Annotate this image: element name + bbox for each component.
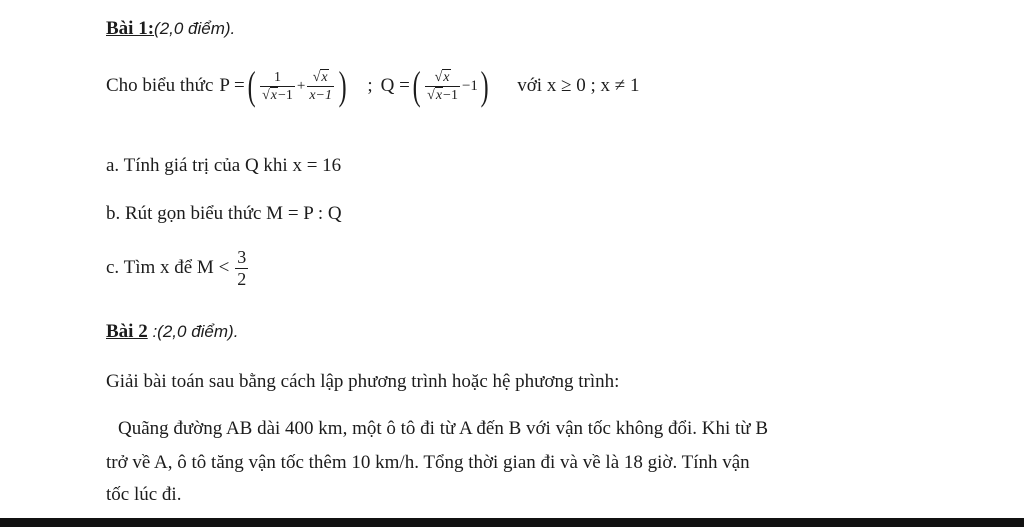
bai2-points: :(2,0 điểm). — [152, 322, 239, 341]
bottom-border — [0, 518, 1024, 527]
part-c-text: c. Tìm x để M < — [106, 257, 230, 278]
bai1-title: Bài 1: — [106, 18, 155, 39]
separator: ; — [367, 75, 373, 96]
part-c — [106, 248, 250, 288]
expression-line — [106, 63, 640, 108]
bai2-problem-line-3: tốc lúc đi. — [106, 484, 182, 505]
condition: với x ≥ 0 ; x ≠ 1 — [517, 75, 640, 96]
bai1-heading — [106, 18, 235, 40]
bai2-heading — [106, 321, 238, 343]
bai2-title: Bài 2 — [106, 321, 148, 342]
q-fraction: √ x √ x −1 — [427, 69, 458, 103]
bai2-problem-line-1: Quãng đường AB dài 400 km, một ô tô đi từ A đến B với vận tốc không đổi. Khi từ B — [118, 418, 769, 439]
p-fraction-2: √ x x−1 — [309, 69, 333, 103]
part-a: a. Tính giá trị của Q khi x = 16 — [106, 155, 342, 176]
intro-text: Cho biểu thức — [106, 75, 214, 96]
q-expression: ( √ x √ x −1 −1 ) — [412, 63, 489, 108]
p-label: P = — [219, 75, 245, 96]
p-fraction-1: 1 √ x −1 — [262, 69, 293, 103]
bai2-instruction: Giải bài toán sau bằng cách lập phương trình hoặc hệ phương trình: — [106, 371, 620, 392]
part-c-fraction: $\frac{3}{2}$ — [237, 246, 247, 289]
q-label: Q = — [380, 75, 410, 96]
bai2-problem-line-2: trở về A, ô tô tăng vận tốc thêm 10 km/h. Tổng thời gian đi và về là 18 giờ. Tính vận — [106, 452, 750, 473]
p-expression: ( 1 √ x −1 + √ x x−1 ) — [247, 63, 347, 108]
part-b: b. Rút gọn biểu thức M = P : Q — [106, 203, 342, 224]
bai1-points: (2,0 điểm). — [154, 19, 236, 38]
